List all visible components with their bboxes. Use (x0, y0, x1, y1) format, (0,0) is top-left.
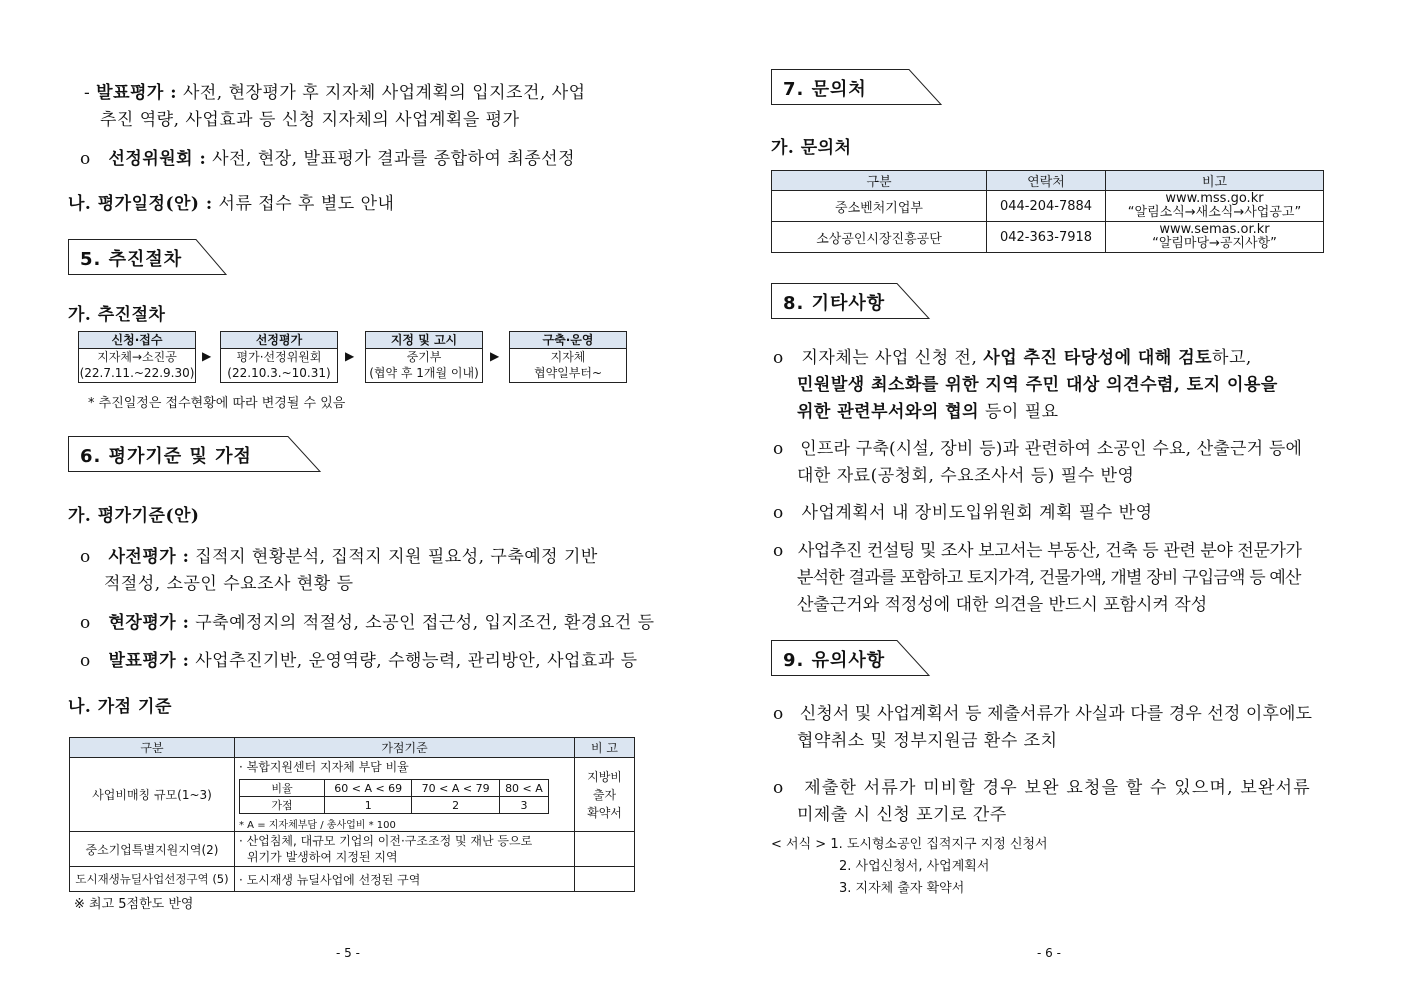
table-cell (575, 867, 635, 892)
table-row (772, 191, 1324, 222)
table-cell: 1 (325, 797, 412, 814)
table-cell: 042-363-7918 (987, 222, 1106, 253)
criteria-pre-line2: 적절성, 소공인 수요조사 현황 등 (104, 574, 354, 594)
table-cell: · 산업침체, 대규모 기업의 이전·구조조정 및 재난 등으로 위기가 발생하여 지정된 지역 (235, 832, 575, 867)
table-cell: · 복합지원센터 지자체 부담 비율 비율 60 < A < 69 70 < A < 79 80 < A 가점 1 2 3 * A = 지자체부담 / 총사업비 * 100 (235, 758, 575, 832)
table-cell: www.mss.go.kr “알림소식→새소식→사업공고” (1106, 191, 1324, 222)
caution-item1-line1: o 신청서 및 사업계획서 등 제출서류가 사실과 다를 경우 선정 이후에도 (773, 704, 1313, 724)
section-9-heading: 9. 유의사항 (771, 640, 931, 676)
table-cell: 소상공인시장진흥공단 (772, 222, 987, 253)
etc-item4-line2: 분석한 결과를 포함하고 토지가격, 건물가액, 개별 장비 구입금액 등 예산 (797, 568, 1301, 588)
form-item: 3. 지자체 출자 확약서 (839, 881, 965, 896)
committee-line: o 선정위원회 : 사전, 현장, 발표평가 결과를 종합하여 최종선정 (80, 149, 576, 169)
etc-item1-line2: 민원발생 최소화를 위한 지역 주민 대상 의견수렴, 토지 이용을 (797, 375, 1278, 395)
etc-item4-line1: o 사업추진 컨설팅 및 조사 보고서는 부동산, 건축 등 관련 분야 전문가가 (773, 541, 1302, 561)
bonus-note: ※ 최고 5점한도 반영 (74, 897, 194, 912)
flow-step: 선정평가 평가·선정위원회 (22.10.3.~10.31) (220, 331, 338, 383)
table-cell: 사업비매칭 규모(1~3) (70, 758, 235, 832)
table-header: 비 고 (575, 738, 635, 758)
page-number: - 6 - (1037, 946, 1061, 960)
criteria-pre-line1: o 사전평가 : 집적지 현황분석, 집적지 지원 필요성, 구축예정 기반 (80, 547, 598, 567)
table-cell: 3 (499, 797, 548, 814)
caution-item2-line2: 미제출 시 신청 포기로 간주 (797, 805, 1007, 825)
table-row (772, 171, 1324, 191)
section-6-heading: 6. 평가기준 및 가점 (68, 436, 322, 472)
table-cell: · 도시재생 뉴딜사업에 선정된 구역 (235, 867, 575, 892)
section-8-heading: 8. 기타사항 (771, 283, 931, 319)
table-cell: www.semas.or.kr “알림마당→공지사항” (1106, 222, 1324, 253)
form-item: 2. 사업신청서, 사업계획서 (839, 859, 990, 874)
ratio-table (239, 779, 549, 814)
table-cell: 80 < A (499, 780, 548, 797)
table-cell: 도시재생뉴딜사업선정구역 (5) (70, 867, 235, 892)
etc-item2-line1: o 인프라 구축(시설, 장비 등)과 관련하여 소공인 수요, 산출근거 등에 (773, 439, 1303, 459)
eval-bullet-line1: - 발표평가 : 사전, 현장평가 후 지자체 사업계획의 입지조건, 사업 (84, 83, 586, 103)
forms-list (771, 834, 1048, 900)
arrow-right-icon: ▶ (490, 349, 500, 363)
section-7-heading: 7. 문의처 (771, 69, 943, 105)
table-cell: 비율 (240, 780, 325, 797)
table-cell: 중소기업특별지원지역(2) (70, 832, 235, 867)
table-cell: 중소벤처기업부 (772, 191, 987, 222)
sub-heading-6b: 나. 가점 기준 (68, 697, 172, 717)
etc-item4-line3: 산출근거와 적정성에 대한 의견을 반드시 포함시켜 작성 (797, 595, 1208, 615)
table-cell: 70 < A < 79 (412, 780, 499, 797)
table-cell: 044-204-7884 (987, 191, 1106, 222)
page-number: - 5 - (336, 946, 360, 960)
table-cell (575, 832, 635, 867)
eval-bullet-line2: 추진 역량, 사업효과 등 신청 지자체의 사업계획을 평가 (100, 110, 520, 130)
criteria-site-line: o 현장평가 : 구축예정지의 적절성, 소공인 접근성, 입지조건, 환경요건 등 (80, 613, 655, 633)
etc-item1-line1: o 지자체는 사업 신청 전, 사업 추진 타당성에 대해 검토하고, (773, 348, 1252, 368)
table-header: 구분 (70, 738, 235, 758)
caution-item2-line1: o 제출한 서류가 미비할 경우 보완 요청을 할 수 있으며, 보완서류 (773, 778, 1311, 798)
table-header: 구분 (772, 171, 987, 191)
flow-step: 지정 및 고시 중기부 (협약 후 1개월 이내) (365, 331, 483, 383)
flow-step: 신청·접수 지자체→소진공 (22.7.11.~22.9.30) (78, 331, 196, 383)
table-header: 연락처 (987, 171, 1106, 191)
table-row (240, 797, 549, 814)
table-row (70, 867, 635, 892)
table-row (70, 758, 635, 832)
table-row (240, 780, 549, 797)
caution-item1-line2: 협약취소 및 정부지원금 환수 조치 (797, 731, 1058, 751)
arrow-right-icon: ▶ (202, 349, 212, 363)
table-cell: 지방비 출자 확약서 (575, 758, 635, 832)
sub-heading-5: 가. 추진절차 (68, 305, 166, 325)
etc-item3-line1: o 사업계획서 내 장비도입위원회 계획 필수 반영 (773, 503, 1153, 523)
table-row (772, 222, 1324, 253)
table-header: 비고 (1106, 171, 1324, 191)
contact-table (771, 170, 1324, 253)
section-5-heading: 5. 추진절차 (68, 239, 228, 275)
schedule-line: 나. 평가일정(안) : 서류 접수 후 별도 안내 (68, 194, 395, 214)
table-header: 가점기준 (235, 738, 575, 758)
arrow-right-icon: ▶ (345, 349, 355, 363)
flow-step: 구축·운영 지자체 협약일부터~ (509, 331, 627, 383)
table-row (70, 738, 635, 758)
etc-item2-line2: 대한 자료(공청회, 수요조사서 등) 필수 반영 (797, 466, 1135, 486)
etc-item1-line3: 위한 관련부서와의 협의 등이 필요 (797, 402, 1059, 422)
criteria-pres-line: o 발표평가 : 사업추진기반, 운영역량, 수행능력, 관리방안, 사업효과 등 (80, 651, 638, 671)
flow-note: * 추진일정은 접수현황에 따라 변경될 수 있음 (88, 396, 346, 411)
form-item: < 서식 > 1. 도시형소공인 집적지구 지정 신청서 (771, 837, 1048, 852)
table-cell: 가점 (240, 797, 325, 814)
sub-heading-7: 가. 문의처 (771, 138, 852, 158)
bonus-table (69, 737, 635, 892)
table-cell: 2 (412, 797, 499, 814)
sub-heading-6a: 가. 평가기준(안) (68, 506, 200, 526)
table-cell: 60 < A < 69 (325, 780, 412, 797)
table-row (70, 832, 635, 867)
